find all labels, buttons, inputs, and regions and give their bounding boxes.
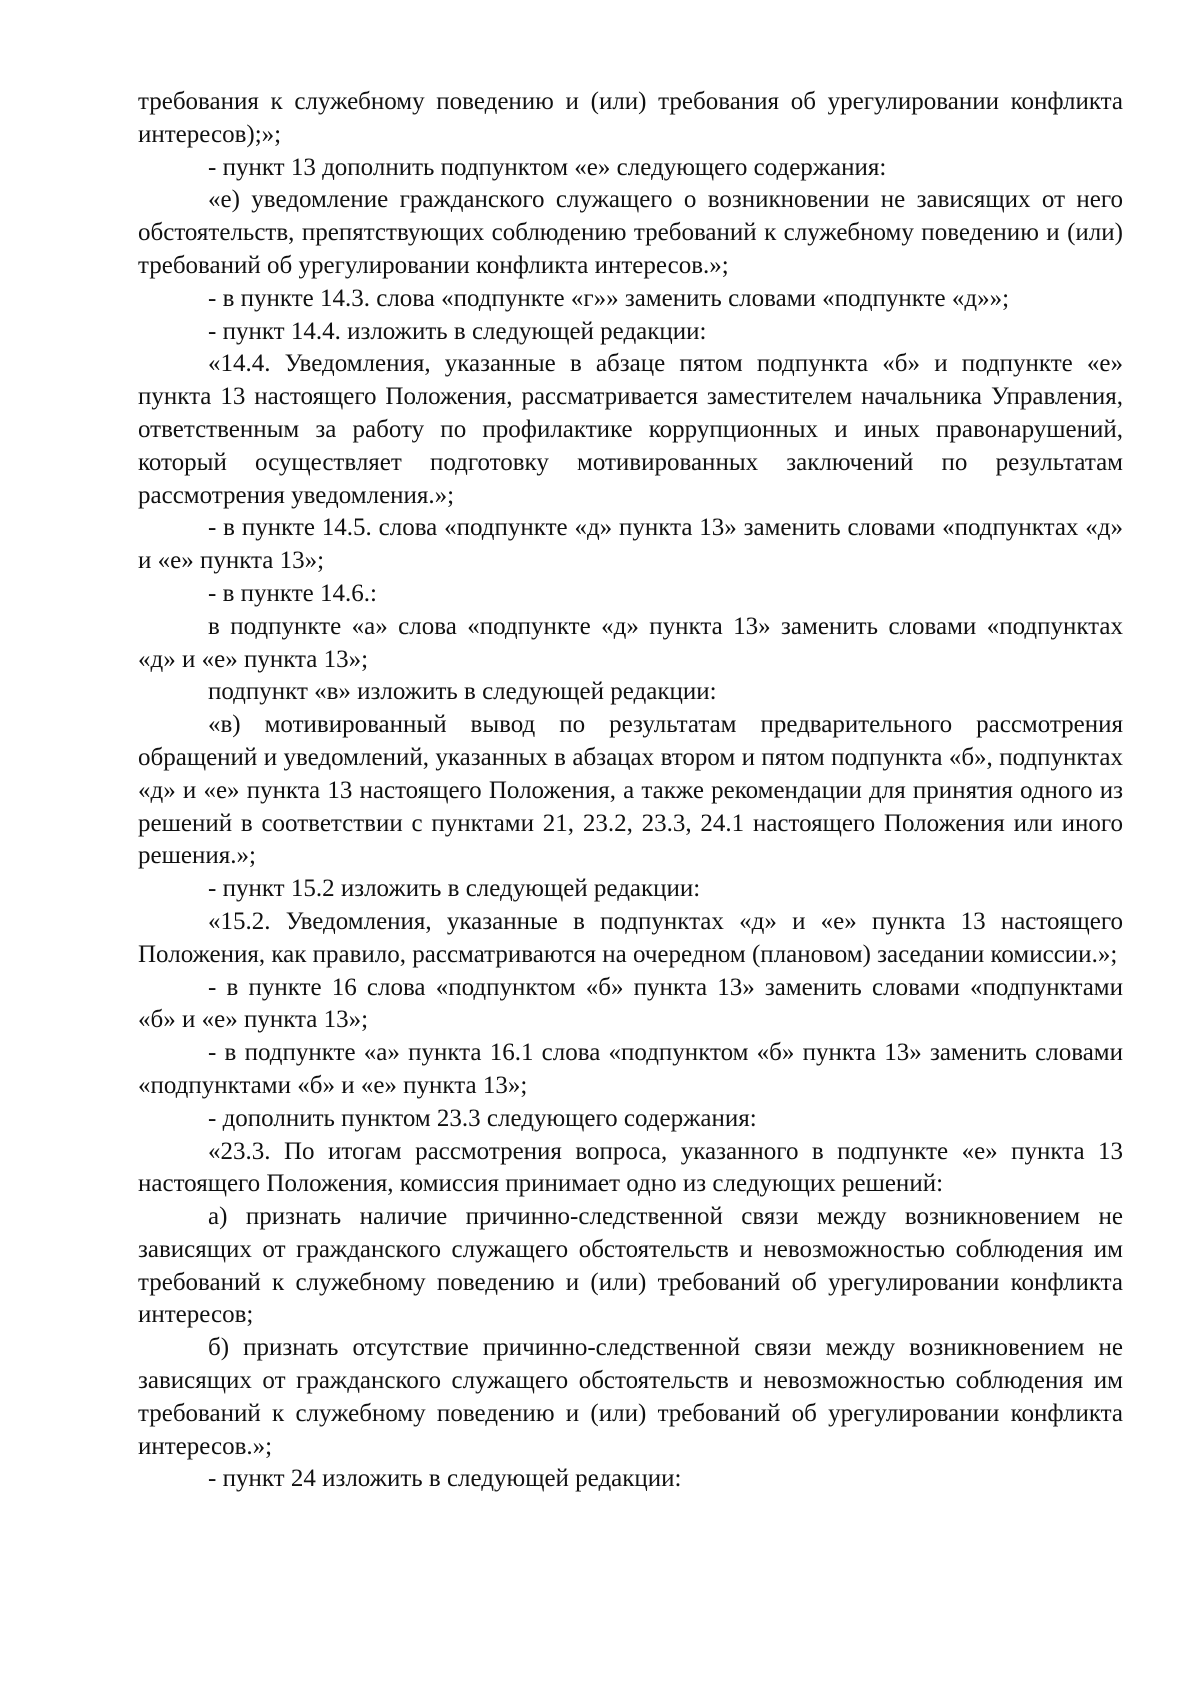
paragraph: - пункт 24 изложить в следующей редакции:: [208, 1465, 682, 1493]
paragraph: «15.2. Уведомления, указанные в подпунктах «д» и «е» пункта 13 настоящего Положения, как правило, рассматриваются на очередном (плановом) заседании комиссии.»;: [138, 907, 1123, 968]
paragraph: в подпункте «а» слова «подпункте «д» пункта 13» заменить словами «подпунктах «д» и «е» пункта 13»;: [138, 612, 1123, 673]
paragraph: а) признать наличие причинно-следственной связи между возникновением не зависящих от гражданского служащего обстоятельств и невозможностью соблюдения им требований к служебному поведению и (или) требований об урегулировании конфликта интересов;: [138, 1203, 1123, 1329]
paragraph: «23.3. По итогам рассмотрения вопроса, указанного в подпункте «е» пункта 13 настоящего Положения, комиссия принимает одно из следующих решений:: [138, 1137, 1123, 1198]
paragraph: - пункт 14.4. изложить в следующей редакции:: [208, 317, 707, 345]
paragraph: подпункт «в» изложить в следующей редакции:: [208, 678, 717, 706]
document-body: [138, 86, 1123, 1496]
paragraph: - в пункте 16 слова «подпунктом «б» пункта 13» заменить словами «подпунктами «б» и «е» пункта 13»;: [138, 973, 1123, 1034]
paragraph: - в подпункте «а» пункта 16.1 слова «подпунктом «б» пункта 13» заменить словами «подпунктами «б» и «е» пункта 13»;: [138, 1039, 1123, 1099]
paragraph: - в пункте 14.6.:: [208, 579, 377, 607]
paragraph: требования к служебному поведению и (или) требования об урегулировании конфликта интересов);»;: [138, 88, 1123, 148]
paragraph: - пункт 15.2 изложить в следующей редакции:: [208, 875, 701, 903]
paragraph: б) признать отсутствие причинно-следственной связи между возникновением не зависящих от гражданского служащего обстоятельств и невозможностью соблюдения им требований к служебному поведению и (или) требований об урегулировании конфликта интересов.»;: [138, 1334, 1123, 1460]
paragraph: - дополнить пунктом 23.3 следующего содержания:: [208, 1104, 757, 1132]
paragraph: - в пункте 14.3. слова «подпункте «г»» заменить словами «подпункте «д»»;: [208, 284, 1010, 312]
paragraph: «14.4. Уведомления, указанные в абзаце пятом подпункта «б» и подпункте «е» пункта 13 настоящего Положения, рассматривается заместителем начальника Управления, ответственным за работу по профилактике коррупционных и иных правонарушений, который осуществляет подготовку мотивированных заключений по результатам рассмотрения уведомления.»;: [138, 350, 1123, 509]
paragraph: «е) уведомление гражданского служащего о возникновении не зависящих от него обстоятельств, препятствующих соблюдению требований к служебному поведению и (или) требований об урегулировании конфликта интересов.»;: [138, 186, 1123, 279]
paragraph: - в пункте 14.5. слова «подпункте «д» пункта 13» заменить словами «подпунктах «д» и «е» пункта 13»;: [138, 514, 1123, 575]
paragraph: - пункт 13 дополнить подпунктом «е» следующего содержания:: [208, 153, 887, 181]
paragraph: «в) мотивированный вывод по результатам предварительного рассмотрения обращений и уведомлений, указанных в абзацах втором и пятом подпункта «б», подпунктах «д» и «е» пункта 13 настоящего Положения, а также рекомендации для принятия одного из решений в соответствии с пунктами 21, 23.2, 23.3, 24.1 настоящего Положения или иного решения.»;: [138, 711, 1123, 870]
